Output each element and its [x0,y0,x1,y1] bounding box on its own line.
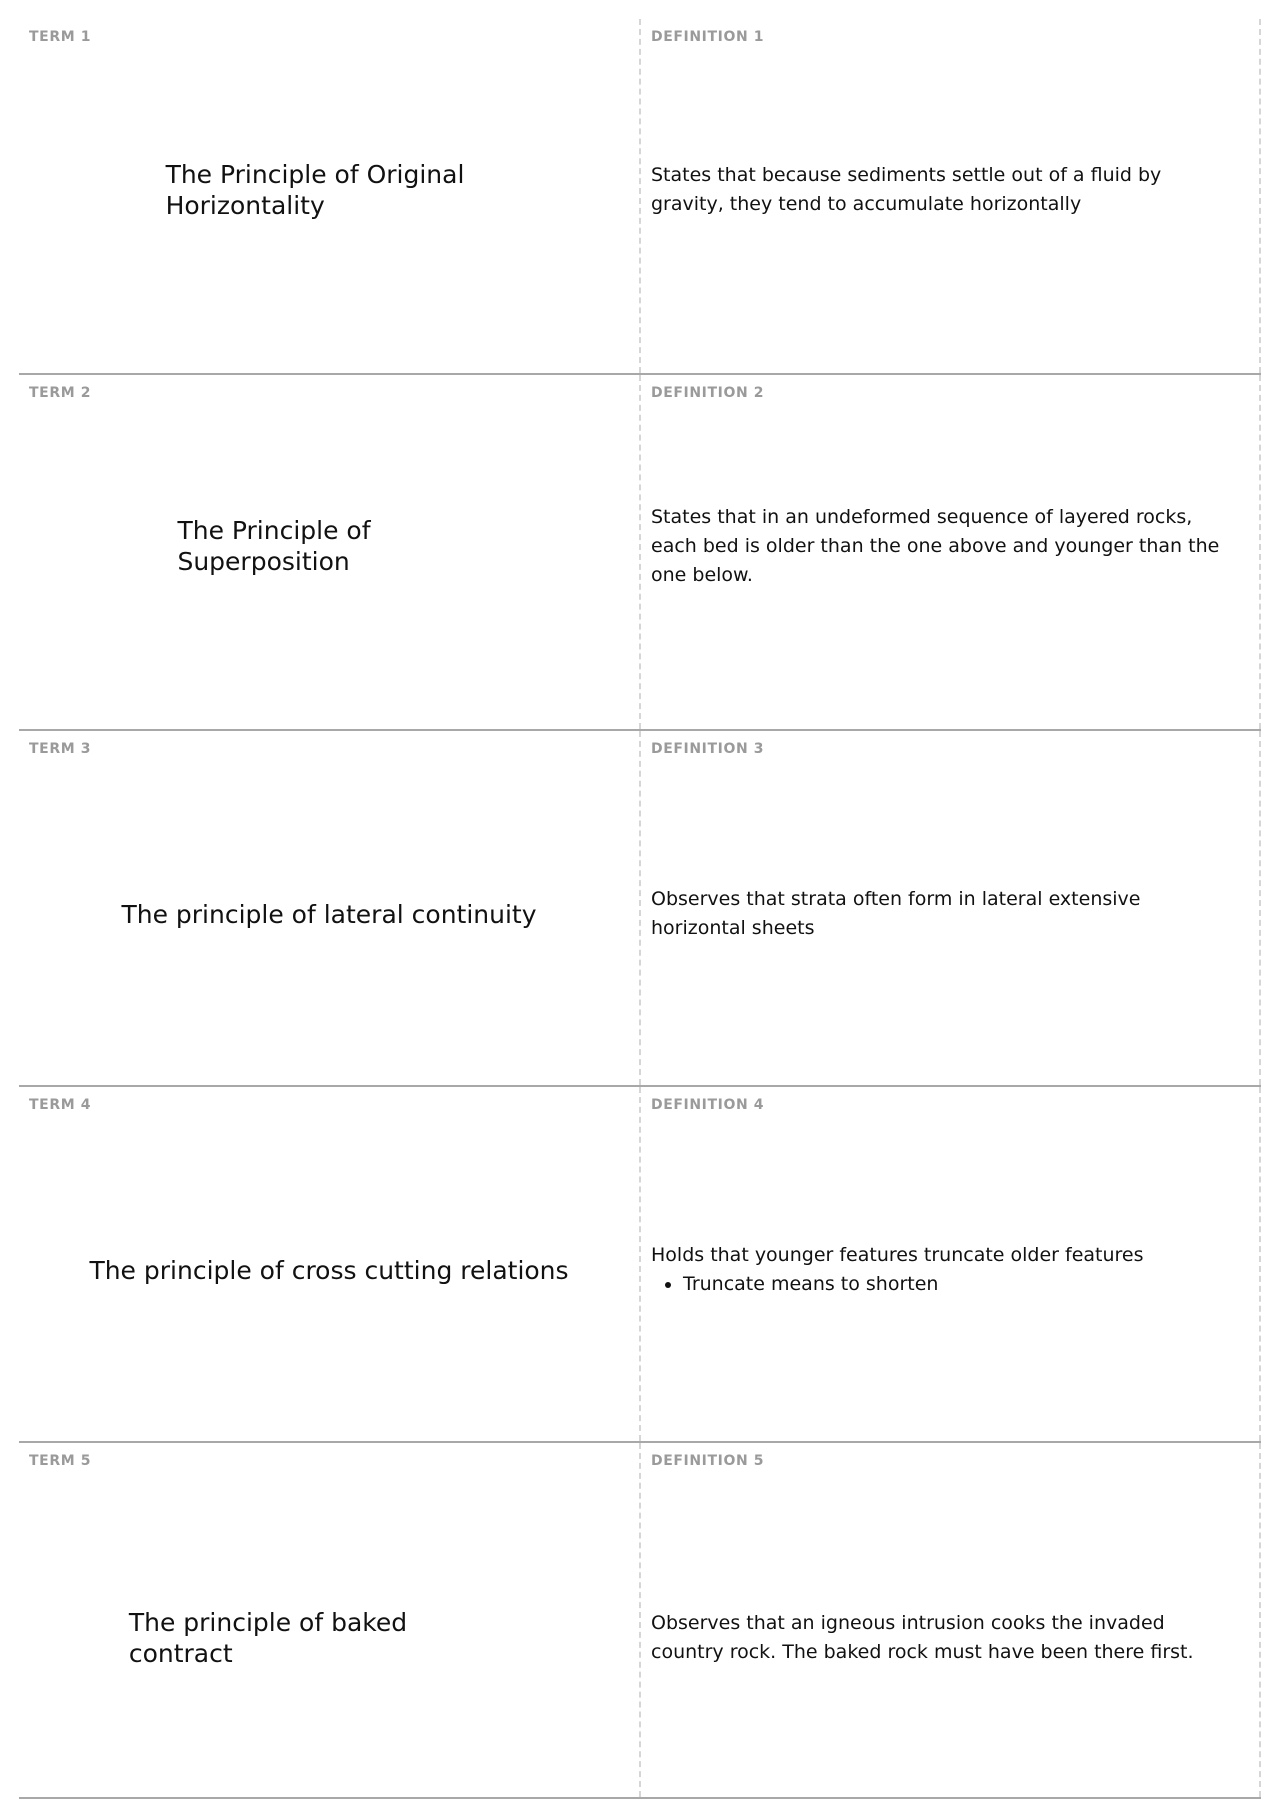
term-text: The principle of baked contract [128,1608,408,1668]
definition-text: Observes that an igneous intrusion cooks the invaded country rock. The baked rock must have been there first. [651,1612,1194,1663]
definition-cell [641,375,1261,729]
term-label: TERM 2 [29,385,92,401]
flashcard-row [19,1087,1261,1443]
definition-text: States that because sediments settle out of a fluid by gravity, they tend to accumulate horizontally [651,164,1162,215]
definition-cell [641,731,1261,1085]
term-label: TERM 1 [29,29,92,45]
flashcard-row [19,1443,1261,1799]
definition-text: Holds that younger features truncate older features [651,1244,1144,1266]
term-label: TERM 5 [29,1453,92,1469]
flashcard-row [19,731,1261,1087]
term-cell [19,375,641,729]
term-text: The Principle of Superposition [177,516,371,576]
definition-label: DEFINITION 2 [651,385,765,401]
term-text: The Principle of Original Horizontality [165,160,465,220]
term-label: TERM 3 [29,741,92,757]
term-cell [19,1087,641,1441]
term-cell [19,19,641,373]
term-label: TERM 4 [29,1097,92,1113]
definition-bullet: • Truncate means to shorten [683,1270,1235,1299]
term-text: The principle of cross cutting relations [89,1255,569,1285]
definition-label: DEFINITION 4 [651,1097,765,1113]
term-cell [19,1443,641,1797]
term-text: The principle of lateral continuity [121,899,537,929]
definition-label: DEFINITION 1 [651,29,765,45]
definition-cell [641,1443,1261,1797]
flashcard-row [19,375,1261,731]
definition-text: Observes that strata often form in lateral extensive horizontal sheets [651,888,1141,939]
definition-label: DEFINITION 3 [651,741,765,757]
definition-cell [641,1087,1261,1441]
definition-text: States that in an undeformed sequence of layered rocks, each bed is older than the one above and younger than the one below. [651,505,1220,586]
flashcard-sheet [19,19,1261,1799]
flashcard-row [19,19,1261,375]
definition-bullet-list [651,1270,1235,1299]
definition-label: DEFINITION 5 [651,1453,765,1469]
definition-cell [641,19,1261,373]
term-cell [19,731,641,1085]
